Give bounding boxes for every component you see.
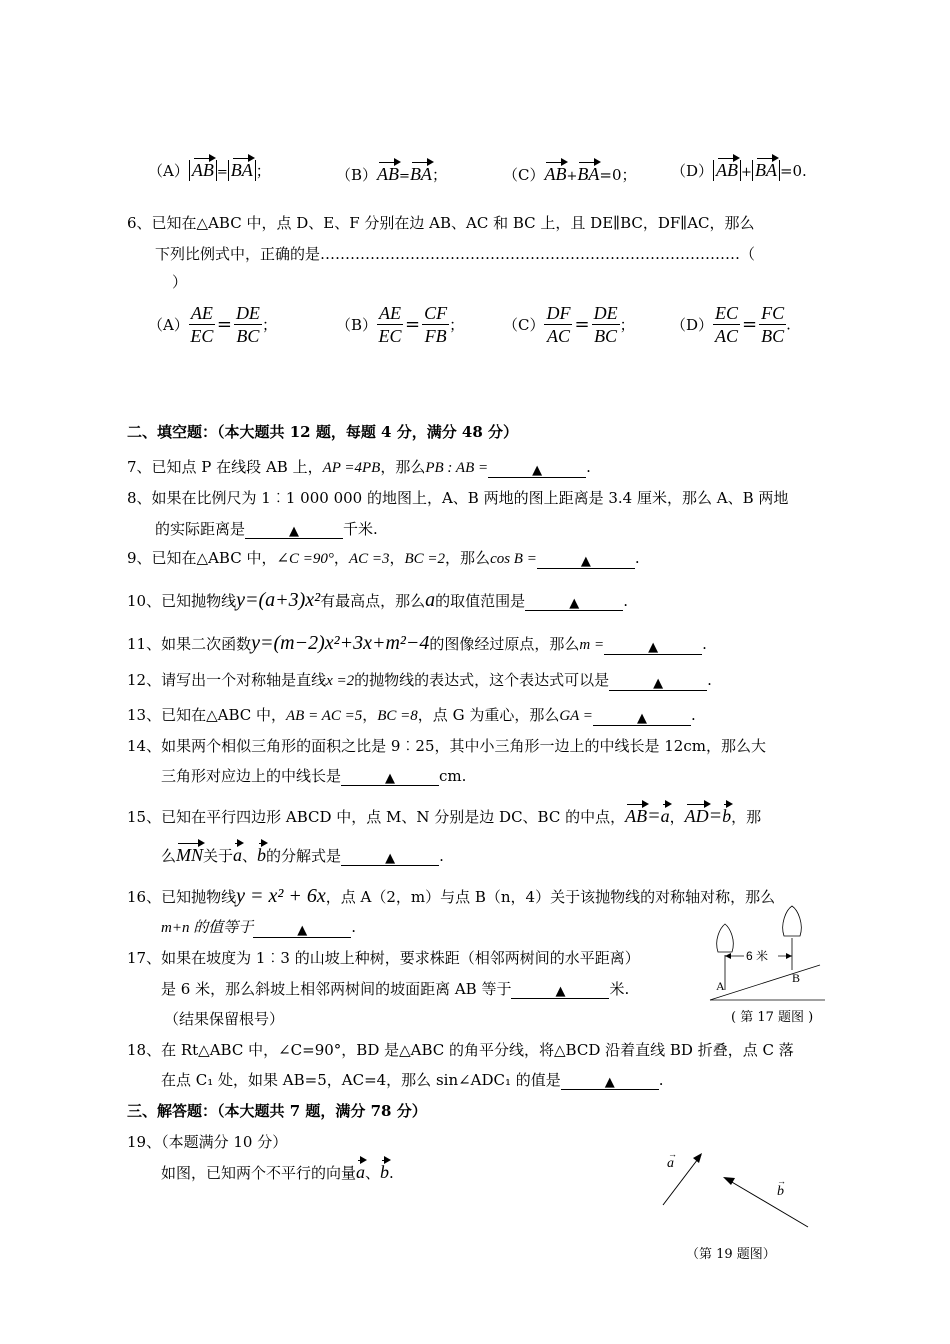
question-14-line2: 三角形对应边上的中线长是 ▲ cm. <box>161 767 467 786</box>
q5-option-b: （B）AB=BA； <box>336 164 447 184</box>
question-17-line2: 是 6 米，那么斜坡上相邻两树间的坡面距离 AB 等于 ▲ 米. <box>161 980 630 999</box>
answer-blank[interactable]: ▲ <box>537 550 635 569</box>
question-7: 7、已知点 P 在线段 AB 上，AP =4PB，那么PB : AB = ▲ . <box>127 458 591 478</box>
answer-blank[interactable]: ▲ <box>561 1071 659 1090</box>
q6-line3: ） <box>172 273 188 291</box>
svg-text:→: → <box>777 1176 786 1186</box>
answer-blank[interactable]: ▲ <box>341 767 439 786</box>
question-12: 12、请写出一个对称轴是直线x =2的抛物线的表达式，这个表达式可以是 ▲ . <box>127 671 712 691</box>
q5-option-d: （D） AB + BA =0. <box>671 160 807 180</box>
question-8-line2: 的实际距离是 ▲ 千米. <box>155 520 378 539</box>
q6-line2: 下列比例式中，正确的是…………………………………………………………………………（ <box>155 245 756 263</box>
answer-blank[interactable]: ▲ <box>253 919 351 938</box>
answer-blank[interactable]: ▲ <box>604 636 702 655</box>
q6-line1: 6、已知在△ABC 中，点 D、E、F 分别在边 AB、AC 和 BC 上，且 DE∥BC，DF∥AC，那么 <box>127 214 755 232</box>
question-13: 13、已知在△ABC 中，AB = AC =5，BC =8，点 G 为重心，那么GA = ▲ . <box>127 706 696 726</box>
vector-a-label: a <box>667 1156 674 1171</box>
question-8-line1: 8、如果在比例尺为 1︰1 000 000 的地图上，A、B 两地的图上距离是 3.4 厘米，那么 A、B 两地 <box>127 489 789 507</box>
answer-blank[interactable]: ▲ <box>511 980 609 999</box>
answer-blank[interactable]: ▲ <box>245 520 343 539</box>
question-14-line1: 14、如果两个相似三角形的面积之比是 9︰25，其中小三角形一边上的中线长是 12cm，那么大 <box>127 737 766 755</box>
answer-blank[interactable]: ▲ <box>525 592 623 611</box>
slope-tree-figure <box>700 900 830 1010</box>
question-18-line2: 在点 C₁ 处，如果 AB=5，AC=4，那么 sin∠ADC₁ 的值是 ▲ . <box>161 1071 664 1090</box>
svg-text:→: → <box>668 1149 677 1159</box>
vector-b-label: b <box>777 1184 784 1199</box>
figure-17-caption: ( 第 17 题图 ) <box>731 1010 814 1025</box>
q6-option-a: （A） $\frac{AE}{EC}$ = $\frac{DE}{BC}$ ； <box>148 303 277 346</box>
question-16-line1: 16、已知抛物线y = x² + 6x，点 A（2，m）与点 B（n，4）关于该抛物线的对称轴对称，那么 <box>127 885 776 907</box>
section-3-heading: 三、解答题：（本大题共 7 题，满分 78 分） <box>127 1102 427 1120</box>
q5-option-c: （C）AB+BA=0； <box>503 164 637 184</box>
q5-option-a: （A） AB = BA ； <box>148 160 271 180</box>
q6-option-c: （C） $\frac{DF}{AC}$ = $\frac{DE}{BC}$ ； <box>503 303 635 346</box>
question-17-line1: 17、如果在坡度为 1︰3 的山坡上种树，要求株距（相邻两树间的水平距离） <box>127 949 640 967</box>
figure-19-caption: （第 19 题图） <box>686 1247 776 1262</box>
question-19-line1: 19、（本题满分 10 分） <box>127 1133 288 1151</box>
question-15-line2: 么MN关于a、b的分解式是 ▲ . <box>161 845 444 866</box>
answer-blank[interactable]: ▲ <box>593 707 691 726</box>
question-15-line1: 15、已知在平行四边形 ABCD 中，点 M、N 分别是边 DC、BC 的中点，AB=a，AD=b，那 <box>127 805 762 827</box>
answer-blank[interactable]: ▲ <box>341 847 439 866</box>
figure-label-distance: 6 米 <box>746 949 769 963</box>
vector-figure <box>655 1145 820 1240</box>
question-10: 10、已知抛物线y=(a+3)x²有最高点，那么a的取值范围是 ▲ . <box>127 589 628 611</box>
answer-blank[interactable]: ▲ <box>609 672 707 691</box>
q6-option-d: （D） $\frac{EC}{AC}$ = $\frac{FC}{BC}$ . <box>671 303 791 346</box>
answer-blank[interactable]: ▲ <box>488 459 586 478</box>
figure-label-a: A <box>716 979 725 993</box>
question-19-line2: 如图，已知两个不平行的向量a、b. <box>161 1162 394 1182</box>
section-2-heading: 二、填空题：（本大题共 12 题，每题 4 分，满分 48 分） <box>127 423 519 441</box>
q6-option-b: （B） $\frac{AE}{EC}$ = $\frac{CF}{FB}$ ； <box>336 303 465 346</box>
figure-label-b: B <box>792 971 801 985</box>
question-17-line3: （结果保留根号） <box>164 1010 285 1028</box>
question-11: 11、如果二次函数y=(m−2)x²+3x+m²−4的图像经过原点，那么m = ▲ . <box>127 632 707 655</box>
question-18-line1: 18、在 Rt△ABC 中，∠C=90°，BD 是△ABC 的角平分线，将△BCD 沿着直线 BD 折叠，点 C 落 <box>127 1041 794 1059</box>
question-16-line2: m+n 的值等于 ▲ . <box>161 918 356 938</box>
question-9: 9、已知在△ABC 中，∠C =90°，AC =3，BC =2，那么cos B = ▲ . <box>127 549 640 569</box>
